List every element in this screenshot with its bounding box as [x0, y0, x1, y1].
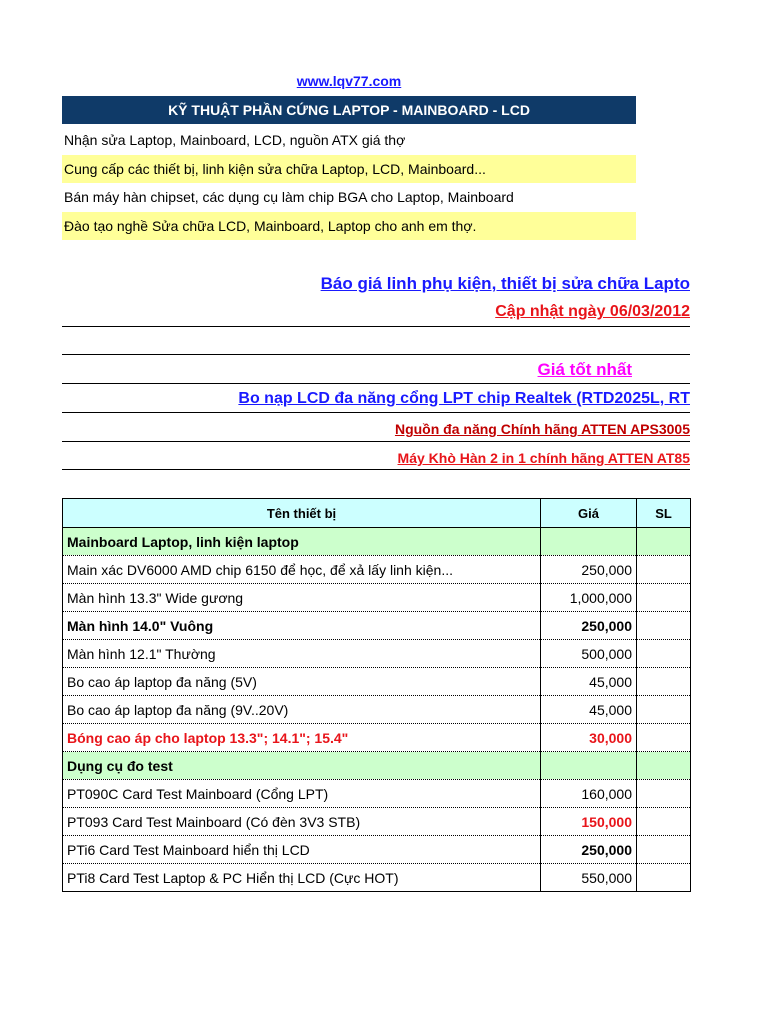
item-qty-cell[interactable] [637, 528, 691, 556]
item-qty-cell[interactable] [637, 836, 691, 864]
divider-line [62, 383, 690, 384]
item-price-cell: 500,000 [541, 640, 637, 668]
item-qty-cell[interactable] [637, 724, 691, 752]
column-header-qty: SL [637, 499, 691, 528]
item-price-cell: 45,000 [541, 668, 637, 696]
item-price-cell: 150,000 [541, 808, 637, 836]
item-qty-cell[interactable] [637, 556, 691, 584]
item-name-cell: Bóng cao áp cho laptop 13.3"; 14.1"; 15.4" [63, 724, 541, 752]
table-row [63, 836, 691, 864]
item-name-cell: Màn hình 13.3" Wide gương [63, 584, 541, 612]
divider-line [62, 412, 690, 413]
quote-title-link[interactable]: Báo giá linh phụ kiện, thiết bị sửa chữa Lapto [320, 274, 690, 293]
item-price-cell [541, 528, 637, 556]
site-url-link[interactable]: www.lqv77.com [296, 73, 402, 89]
item-name-cell: PT090C Card Test Mainboard (Cổng LPT) [63, 780, 541, 808]
divider-line [62, 326, 690, 327]
table-row [63, 612, 691, 640]
link2-wrap [62, 421, 690, 443]
best-price-heading: Giá tốt nhất [537, 360, 632, 379]
site-url-container [0, 73, 698, 91]
item-price-cell: 250,000 [541, 836, 637, 864]
service-line-3: Bán máy hàn chipset, các dụng cụ làm chip BGA cho Laptop, Mainboard [64, 189, 514, 205]
category-row [63, 528, 691, 556]
table-row [63, 696, 691, 724]
column-header-price: Giá [541, 499, 637, 528]
table-row [63, 724, 691, 752]
table-row [63, 584, 691, 612]
table-row [63, 808, 691, 836]
item-price-cell: 550,000 [541, 864, 637, 892]
item-qty-cell[interactable] [637, 668, 691, 696]
item-qty-cell[interactable] [637, 752, 691, 780]
category-row [63, 752, 691, 780]
item-qty-cell[interactable] [637, 696, 691, 724]
item-name-cell: PT093 Card Test Mainboard (Có đèn 3V3 STB) [63, 808, 541, 836]
item-qty-cell[interactable] [637, 584, 691, 612]
item-price-cell [541, 752, 637, 780]
item-price-cell: 30,000 [541, 724, 637, 752]
table-row [63, 556, 691, 584]
item-price-cell: 45,000 [541, 696, 637, 724]
quote-title-wrap [62, 274, 690, 300]
lcd-board-link[interactable]: Bo nạp LCD đa năng cổng LPT chip Realtek (RTD2025L, RT [238, 390, 690, 407]
table-header-row [63, 499, 691, 528]
item-name-cell: Bo cao áp laptop đa năng (5V) [63, 668, 541, 696]
service-line-1: Nhận sửa Laptop, Mainboard, LCD, nguồn ATX giá thợ [64, 132, 406, 148]
item-price-cell: 250,000 [541, 612, 637, 640]
banner-title: KỸ THUẬT PHẦN CỨNG LAPTOP - MAINBOARD - LCD [62, 96, 636, 124]
service-line-2: Cung cấp các thiết bị, linh kiện sửa chữa Laptop, LCD, Mainboard... [62, 155, 636, 183]
divider-line [62, 469, 690, 470]
item-name-cell: Màn hình 12.1" Thường [63, 640, 541, 668]
item-name-cell: Màn hình 14.0" Vuông [63, 612, 541, 640]
updated-date: Cập nhật ngày 06/03/2012 [495, 303, 690, 320]
item-name-cell: PTi8 Card Test Laptop & PC Hiển thị LCD (Cực HOT) [63, 864, 541, 892]
service-line-4: Đào tạo nghề Sửa chữa LCD, Mainboard, Laptop cho anh em thợ. [62, 212, 636, 240]
item-name-cell: Main xác DV6000 AMD chip 6150 để học, để xả lấy linh kiện... [63, 556, 541, 584]
item-name-cell: Bo cao áp laptop đa năng (9V..20V) [63, 696, 541, 724]
column-header-name: Tên thiết bị [63, 499, 541, 528]
item-qty-cell[interactable] [637, 808, 691, 836]
item-price-cell: 1,000,000 [541, 584, 637, 612]
link1-wrap [62, 390, 690, 414]
table-row [63, 780, 691, 808]
item-qty-cell[interactable] [637, 780, 691, 808]
item-price-cell: 160,000 [541, 780, 637, 808]
item-name-cell: Dụng cụ đo test [63, 752, 541, 780]
item-qty-cell[interactable] [637, 612, 691, 640]
divider-line [62, 354, 690, 355]
item-qty-cell[interactable] [637, 640, 691, 668]
price-table-body [63, 528, 691, 892]
divider-line [62, 441, 690, 442]
table-row [63, 640, 691, 668]
rework-station-link[interactable]: Máy Khò Hàn 2 in 1 chính hãng ATTEN AT85 [397, 450, 690, 466]
price-table [62, 498, 691, 892]
item-qty-cell[interactable] [637, 864, 691, 892]
table-row [63, 668, 691, 696]
item-name-cell: Mainboard Laptop, linh kiện laptop [63, 528, 541, 556]
item-price-cell: 250,000 [541, 556, 637, 584]
item-name-cell: PTi6 Card Test Mainboard hiển thị LCD [63, 836, 541, 864]
power-supply-link[interactable]: Nguồn đa năng Chính hãng ATTEN APS3005 [394, 421, 690, 437]
table-row [63, 864, 691, 892]
